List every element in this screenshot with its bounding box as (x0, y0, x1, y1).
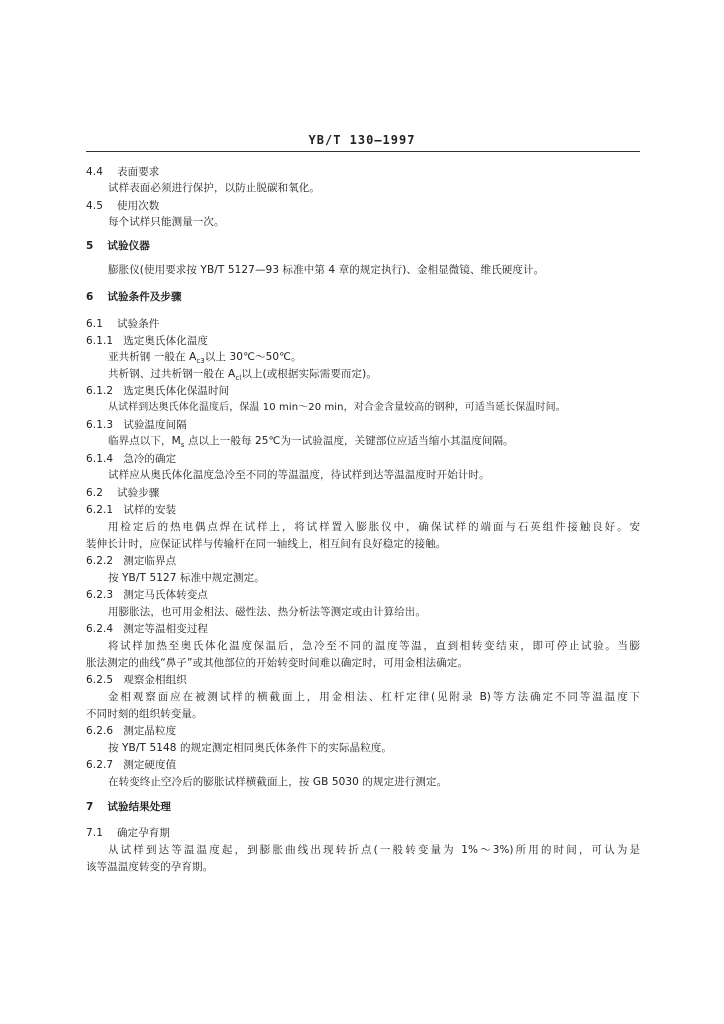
section-title: 试验条件 (117, 318, 160, 330)
section-6-2-6-body: 按 YB/T 5148 的规定测定相同奥氏体条件下的实际晶粒度。 (108, 742, 393, 754)
section-title: 选定奥氏体化温度 (123, 335, 209, 347)
section-number: 7 (86, 801, 94, 813)
section-6-1-3-heading (86, 418, 187, 432)
section-title: 使用次数 (117, 200, 160, 212)
section-number: 6.2.7 (86, 759, 114, 771)
section-6-1-2-body: 从试样到达奥氏体化温度后，保温 10 min～20 min，对合金含量较高的钢种，可适当延长保温时间。 (108, 402, 566, 413)
section-title: 试验温度间隔 (123, 419, 187, 431)
section-number: 6.1.4 (86, 453, 114, 465)
section-6-2-2-heading (86, 554, 176, 568)
section-6-1-4-body: 试样应从奥氏体化温度急冷至不同的等温温度，待试样到达等温温度时开始计时。 (108, 469, 490, 481)
section-6-2-5-heading (86, 673, 187, 687)
section-title: 选定奥氏体化保温时间 (123, 385, 230, 397)
section-6-2-3-body: 用膨胀法，也可用金相法、磁性法、热分析法等测定或由计算给出。 (108, 606, 426, 618)
header-rule (86, 151, 640, 152)
section-title: 表面要求 (117, 166, 160, 178)
section-number: 6.1.1 (86, 335, 114, 347)
section-6-1-1-heading (86, 334, 208, 348)
section-4-4-heading (86, 165, 159, 179)
section-number: 6.1.3 (86, 419, 114, 431)
section-6-2-1-body-1: 用检定后的热电偶点焊在试样上，将试样置入膨胀仪中，确保试样的端面与石英组件接触良好。安 (108, 521, 640, 533)
section-6-2-4-body-1: 将试样加热至奥氏体化温度保温后，急冷至不同的温度等温，直到相转变结束，即可停止试验。当膨 (108, 640, 640, 652)
section-5-heading (86, 239, 150, 253)
section-6-1-2-heading (86, 384, 229, 398)
section-5-body: 膨胀仪(使用要求按 YB/T 5127—93 标准中第 4 章的规定执行)、金相显微镜、维氏硬度计。 (108, 264, 545, 276)
section-6-2-3-heading (86, 588, 208, 602)
section-number: 6.2.5 (86, 674, 114, 686)
section-number: 4.5 (86, 200, 103, 212)
section-number: 6.2.2 (86, 555, 114, 567)
section-6-2-7-body: 在转变终止空冷后的膨胀试样横截面上，按 GB 5030 的规定进行测定。 (108, 776, 448, 788)
section-6-1-1-body-2: 共析钢、过共析钢一般在 $A_{cl}$以上(或根据实际需要而定)。 (108, 368, 377, 383)
section-6-2-heading (86, 486, 159, 500)
section-6-2-1-heading (86, 503, 176, 517)
section-6-1-1-body-1: 亚共析钢 一般在 $A_{c3}$以上 30℃～50℃。 (108, 351, 302, 366)
section-title: 试验结果处理 (107, 801, 172, 813)
section-number: 6.2 (86, 487, 103, 499)
section-number: 6.2.4 (86, 623, 114, 635)
section-title: 测定临界点 (123, 555, 177, 567)
section-title: 测定马氏体转变点 (123, 589, 209, 601)
section-number: 6 (86, 291, 94, 303)
section-6-2-1-body-2: 装伸长计时，应保证试样与传输杆在同一轴线上，相互间有良好稳定的接触。 (86, 538, 447, 550)
section-title: 确定孕育期 (117, 827, 170, 839)
section-7-heading (86, 800, 171, 814)
section-number: 6.1.2 (86, 385, 114, 397)
section-number: 6.2.1 (86, 504, 114, 516)
section-6-2-5-body-2: 不同时刻的组织转变量。 (86, 708, 203, 720)
section-6-2-4-body-2: 胀法测定的曲线“鼻子”或其他部位的开始转变时间难以确定时，可用金相法确定。 (86, 657, 469, 669)
section-title: 观察金相组织 (123, 674, 187, 686)
section-title: 测定晶粒度 (123, 725, 177, 737)
section-number: 5 (86, 240, 94, 252)
section-4-5-body: 每个试样只能测量一次。 (108, 216, 225, 228)
section-title: 急冷的确定 (123, 453, 177, 465)
section-number: 6.1 (86, 318, 103, 330)
section-number: 6.2.6 (86, 725, 114, 737)
section-number: 6.2.3 (86, 589, 114, 601)
section-number: 4.4 (86, 166, 103, 178)
section-6-heading (86, 290, 182, 304)
section-6-2-6-heading (86, 724, 176, 738)
section-title: 试验仪器 (107, 240, 150, 252)
section-6-2-4-heading (86, 622, 208, 636)
section-title: 试验步骤 (117, 487, 160, 499)
document-code-header: YB/T 130—1997 (308, 133, 416, 147)
section-4-5-heading (86, 199, 159, 213)
section-6-1-4-heading (86, 452, 176, 466)
section-title: 试样的安装 (123, 504, 177, 516)
section-7-1-body-1: 从试样到达等温温度起，到膨胀曲线出现转折点(一般转变量为 1%～3%)所用的时间，可认为是 (108, 844, 640, 856)
section-6-1-3-body: 临界点以下，$M_s$ 点以上一般每 25℃为一试验温度，关键部位应适当缩小其温度间隔。 (108, 435, 514, 450)
section-6-2-2-body: 按 YB/T 5127 标准中规定测定。 (108, 572, 265, 584)
section-title: 试验条件及步骤 (107, 291, 182, 303)
section-7-1-heading (86, 826, 170, 840)
section-title: 测定等温相变过程 (123, 623, 209, 635)
section-6-1-heading (86, 317, 159, 331)
section-6-2-5-body-1: 金相观察面应在被测试样的横截面上，用金相法、杠杆定律(见附录 B)等方法确定不同等温温度下 (108, 691, 640, 703)
section-4-4-body: 试样表面必须进行保护，以防止脱碳和氧化。 (108, 182, 320, 194)
section-7-1-body-2: 该等温温度转变的孕育期。 (86, 861, 214, 873)
section-title: 测定硬度值 (123, 759, 177, 771)
section-number: 7.1 (86, 827, 103, 839)
section-6-2-7-heading (86, 758, 176, 772)
